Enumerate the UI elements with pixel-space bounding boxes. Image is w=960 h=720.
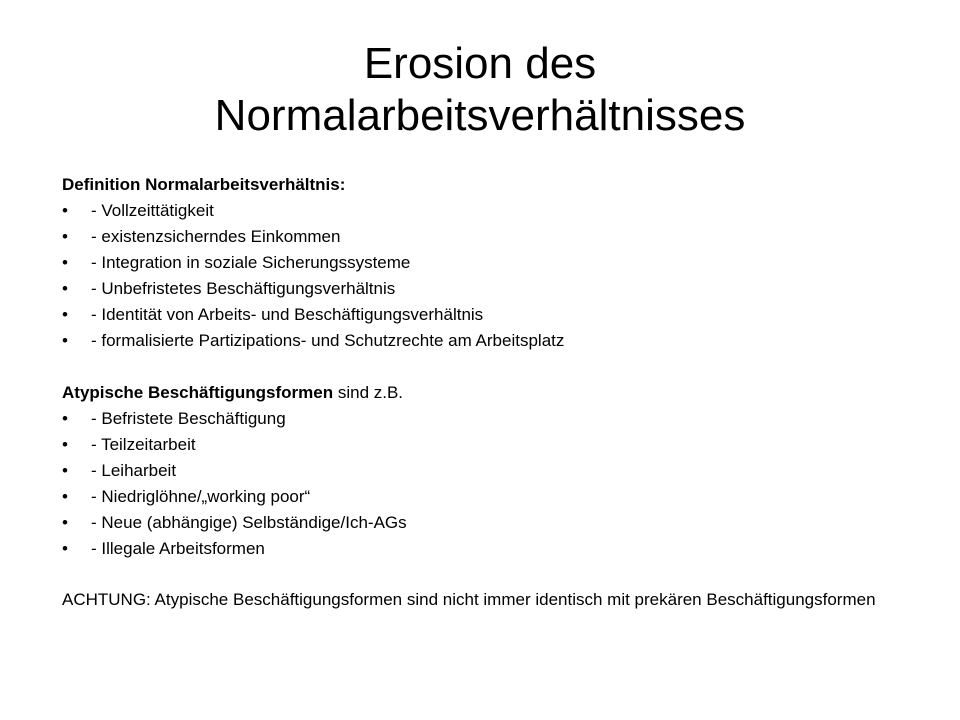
list-item [62, 484, 922, 510]
slide-body [62, 172, 922, 610]
list-item-text: - Integration in soziale Sicherungssysteme [91, 253, 411, 272]
list-item-text: - Niedriglöhne/„working poor“ [91, 487, 311, 506]
list-item-text: - existenzsicherndes Einkommen [91, 227, 341, 246]
list-item [62, 276, 922, 302]
list-item [62, 536, 922, 562]
slide-title [0, 38, 960, 142]
list-item [62, 458, 922, 484]
list-item-text: - Identität von Arbeits- und Beschäftigungsverhältnis [91, 305, 484, 324]
list-item [62, 224, 922, 250]
bullet-icon: • [62, 331, 68, 350]
atypical-heading [62, 380, 922, 406]
slide-title-line-1: Erosion des [363, 39, 597, 88]
bullet-icon: • [62, 539, 68, 558]
bullet-icon: • [62, 513, 68, 532]
bullet-icon: • [62, 409, 68, 428]
section-spacer [62, 354, 922, 380]
bullet-icon: • [62, 435, 68, 454]
list-item [62, 302, 922, 328]
atypical-heading-rest: sind z.B. [333, 383, 404, 402]
list-item-text: - formalisierte Partizipations- und Schutzrechte am Arbeitsplatz [91, 331, 565, 350]
bullet-icon: • [62, 305, 68, 324]
list-item-text: - Vollzeittätigkeit [91, 201, 214, 220]
bullet-icon: • [62, 461, 68, 480]
list-item-text: - Neue (abhängige) Selbständige/Ich-AGs [91, 513, 407, 532]
list-item [62, 406, 922, 432]
list-item [62, 250, 922, 276]
list-item-text: - Unbefristetes Beschäftigungsverhältnis [91, 279, 396, 298]
list-item-text: - Teilzeitarbeit [91, 435, 196, 454]
bullet-icon: • [62, 253, 68, 272]
bullet-icon: • [62, 227, 68, 246]
bullet-icon: • [62, 201, 68, 220]
warning-note: ACHTUNG: Atypische Beschäftigungsformen sind nicht immer identisch mit prekären Beschäftigungsformen [62, 590, 876, 609]
list-item-text: - Illegale Arbeitsformen [91, 539, 265, 558]
list-item [62, 510, 922, 536]
list-item [62, 328, 922, 354]
definition-list [62, 198, 922, 354]
list-item-text: - Befristete Beschäftigung [91, 409, 286, 428]
definition-heading-text: Definition Normalarbeitsverhältnis: [62, 175, 346, 194]
bullet-icon: • [62, 279, 68, 298]
slide-title-line-2: Normalarbeitsverhältnisses [214, 91, 746, 140]
atypical-heading-bold: Atypische Beschäftigungsformen [62, 383, 334, 402]
list-item-text: - Leiharbeit [91, 461, 177, 480]
section-spacer [62, 562, 922, 588]
list-item [62, 198, 922, 224]
list-item [62, 432, 922, 458]
bullet-icon: • [62, 487, 68, 506]
definition-heading [62, 172, 922, 198]
atypical-list [62, 406, 922, 562]
